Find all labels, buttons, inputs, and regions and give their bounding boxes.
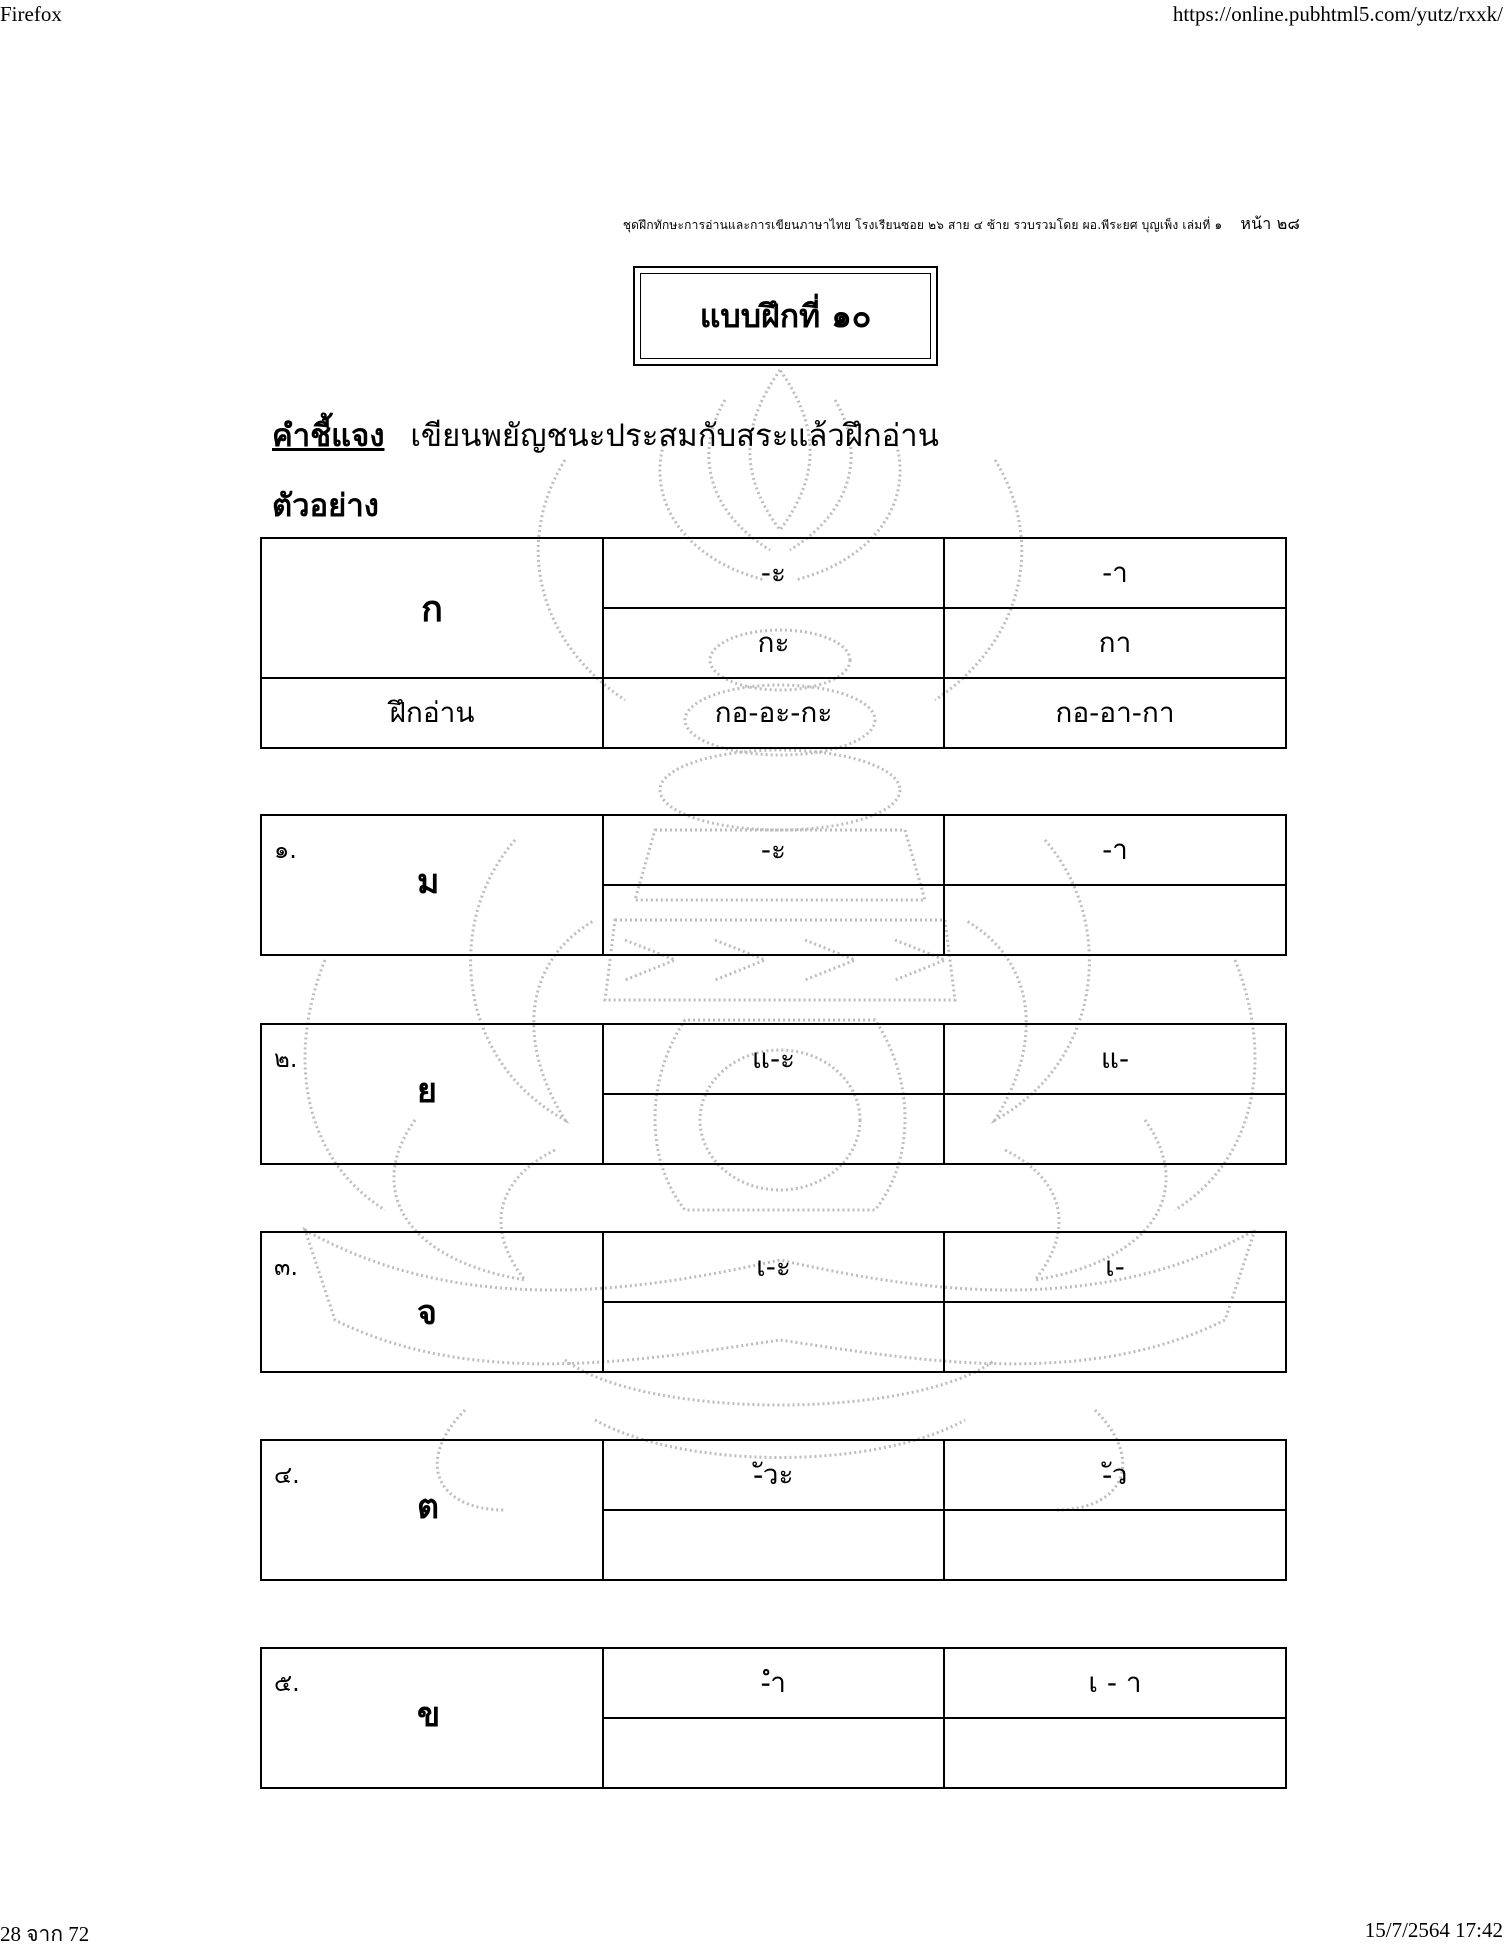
answer-cell-2 [944, 1718, 1286, 1788]
example-reading-label: ฝึกอ่าน [261, 678, 603, 748]
answer-cell-2 [944, 1094, 1286, 1164]
exercise-vowel-2: -า [944, 815, 1286, 885]
exercise-consonant: ข [417, 1695, 441, 1735]
exercise-number: ๔. [274, 1461, 300, 1489]
answer-cell-1 [603, 1302, 944, 1372]
exercise-number: ๑. [274, 836, 297, 864]
example-vowel-1: -ะ [603, 538, 944, 608]
exercise-vowel-1: -ำ [603, 1648, 944, 1718]
instruction-text: เขียนพยัญชนะประสมกับสระแล้วฝึกอ่าน [410, 418, 939, 454]
exercise-consonant: ม [417, 862, 440, 902]
exercise-vowel-1: แ-ะ [603, 1024, 944, 1094]
browser-app-name: Firefox [0, 2, 62, 26]
example-reading-1: กอ-อะ-กะ [603, 678, 944, 748]
exercise-vowel-1: -ะ [603, 815, 944, 885]
answer-cell-2 [944, 1510, 1286, 1580]
exercise-vowel-2: -ัว [944, 1440, 1286, 1510]
example-word-1: กะ [603, 608, 944, 678]
title-box [633, 266, 938, 366]
answer-cell-1 [603, 1510, 944, 1580]
instruction [272, 410, 939, 460]
page-number: หน้า ๒๘ [1240, 214, 1300, 233]
answer-cell-2 [944, 1302, 1286, 1372]
exercise-table-1 [260, 814, 1287, 956]
example-word-2: กา [944, 608, 1286, 678]
exercise-vowel-1: เ-ะ [603, 1232, 944, 1302]
page-title: แบบฝึกที่ ๑๐ [640, 273, 931, 359]
exercise-number: ๕. [274, 1669, 300, 1697]
exercise-consonant-cell [261, 815, 603, 955]
page-url: https://online.pubhtml5.com/yutz/rxxk/ [1172, 2, 1503, 26]
exercise-vowel-2: เ- [944, 1232, 1286, 1302]
exercise-consonant-cell [261, 1232, 603, 1372]
exercise-consonant-cell [261, 1440, 603, 1580]
page-counter: 28 จาก 72 [0, 1922, 90, 1946]
answer-cell-1 [603, 1094, 944, 1164]
example-table [260, 537, 1287, 749]
exercise-number: ๒. [274, 1045, 298, 1073]
exercise-consonant-cell [261, 1024, 603, 1164]
exercise-number: ๓. [274, 1253, 299, 1281]
exercise-vowel-1: -ัวะ [603, 1440, 944, 1510]
example-label: ตัวอย่าง [272, 488, 379, 524]
exercise-vowel-2: เ - า [944, 1648, 1286, 1718]
exercise-consonant-cell [261, 1648, 603, 1788]
example-vowel-2: -า [944, 538, 1286, 608]
exercise-table-4 [260, 1439, 1287, 1581]
example-reading-2: กอ-อา-กา [944, 678, 1286, 748]
answer-cell-2 [944, 885, 1286, 955]
document-header [623, 212, 1300, 237]
document-header-text: ชุดฝึกทักษะการอ่านและการเขียนภาษาไทย โรงเรียนซอย ๒๖ สาย ๔ ซ้าย รวบรวมโดย ผอ.พีระยศ บุญเพ็ง เล่มที่ ๑ [622, 218, 1223, 232]
exercise-vowel-2: แ- [944, 1024, 1286, 1094]
example-consonant-cell [261, 538, 603, 678]
exercise-consonant: ต [417, 1487, 440, 1527]
exercise-consonant: จ [417, 1293, 437, 1333]
instruction-label: คำชี้แจง [272, 418, 385, 454]
exercise-table-2 [260, 1023, 1287, 1165]
answer-cell-1 [603, 1718, 944, 1788]
exercise-table-3 [260, 1231, 1287, 1373]
answer-cell-1 [603, 885, 944, 955]
example-consonant: ก [421, 588, 443, 630]
exercise-consonant: ย [417, 1071, 437, 1111]
exercise-table-5 [260, 1647, 1287, 1789]
print-datetime: 15/7/2564 17:42 [1364, 1918, 1503, 1942]
